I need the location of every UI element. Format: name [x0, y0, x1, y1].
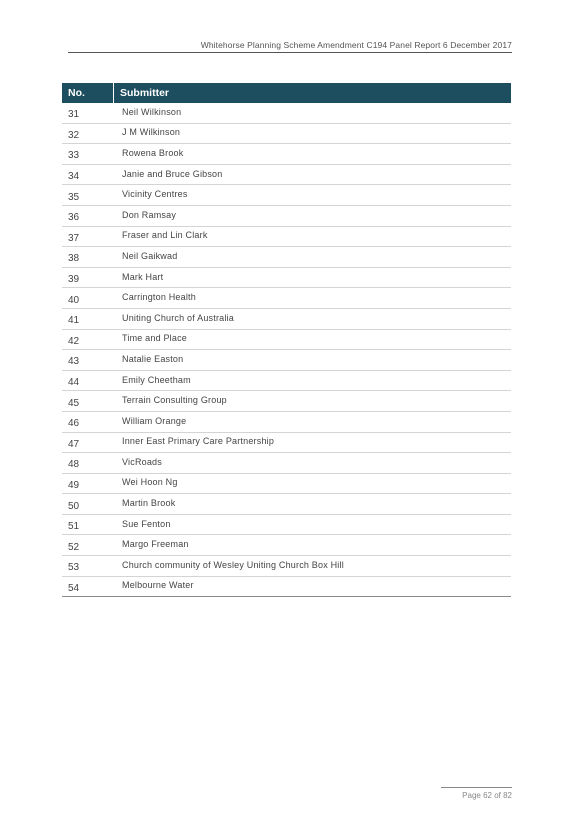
submission-number: 49	[68, 479, 80, 491]
submission-number: 37	[68, 232, 80, 244]
column-header-no: No.	[62, 83, 114, 103]
submission-number: 41	[68, 315, 80, 327]
table-row	[62, 474, 511, 495]
submission-number: 52	[68, 541, 80, 553]
submitter-name: Don Ramsay	[122, 209, 177, 220]
table-row	[62, 227, 511, 248]
table-row	[62, 494, 511, 515]
submission-number: 38	[68, 253, 80, 265]
submission-number: 42	[68, 335, 80, 347]
submission-number: 45	[68, 397, 80, 409]
submission-number: 48	[68, 459, 80, 471]
submitter-name: Vicinity Centres	[122, 189, 188, 200]
table-header-row	[62, 83, 511, 103]
submitter-name: Church community of Wesley Uniting Church Box Hill	[122, 559, 344, 570]
table-row	[62, 556, 511, 577]
submitter-name: Mark Hart	[122, 271, 164, 282]
table-row	[62, 103, 511, 124]
submitter-name: VicRoads	[122, 456, 162, 467]
submitter-name: Sue Fenton	[122, 518, 171, 529]
table-row	[62, 412, 511, 433]
submitter-name: William Orange	[122, 415, 187, 426]
submission-number: 35	[68, 191, 80, 203]
table-row	[62, 453, 511, 474]
submission-number: 39	[68, 274, 80, 286]
submitter-name: Inner East Primary Care Partnership	[122, 436, 275, 447]
table-row	[62, 391, 511, 412]
submission-number: 47	[68, 438, 80, 450]
submission-number: 53	[68, 562, 80, 574]
submitter-name: Melbourne Water	[122, 580, 194, 591]
submission-number: 34	[68, 171, 80, 183]
table-row	[62, 371, 511, 392]
header-divider	[68, 52, 512, 53]
column-header-submitter: Submitter	[120, 87, 170, 99]
submitter-name: Janie and Bruce Gibson	[122, 168, 223, 179]
submitter-name: Emily Cheetham	[122, 374, 191, 385]
submitter-name: Martin Brook	[122, 498, 176, 509]
submitter-name: J M Wilkinson	[122, 127, 181, 138]
submission-number: 54	[68, 582, 80, 594]
submitter-name: Rowena Brook	[122, 147, 184, 158]
table-row	[62, 350, 511, 371]
table-row	[62, 268, 511, 289]
table-row	[62, 165, 511, 186]
submission-number: 44	[68, 377, 80, 389]
submitter-name: Uniting Church of Australia	[122, 312, 234, 323]
submitter-name: Neil Wilkinson	[122, 106, 182, 117]
submission-number: 50	[68, 500, 80, 512]
table-row	[62, 288, 511, 309]
submitter-name: Margo Freeman	[122, 539, 189, 550]
submission-number: 51	[68, 521, 80, 533]
table-row	[62, 144, 511, 165]
table-body	[62, 103, 511, 597]
submission-number: 36	[68, 212, 80, 224]
table-row	[62, 577, 511, 598]
submission-number: 40	[68, 294, 80, 306]
submission-number: 43	[68, 356, 80, 368]
table-row	[62, 330, 511, 351]
submitters-table	[62, 83, 511, 597]
table-row	[62, 309, 511, 330]
table-row	[62, 433, 511, 454]
submitter-name: Natalie Easton	[122, 353, 184, 364]
submitter-name: Wei Hoon Ng	[122, 477, 178, 488]
submission-number: 31	[68, 109, 80, 121]
table-row	[62, 124, 511, 145]
table-row	[62, 185, 511, 206]
submission-number: 32	[68, 129, 80, 141]
page-header: Whitehorse Planning Scheme Amendment C194 Panel Report 6 December 2017	[200, 40, 512, 50]
submission-number: 46	[68, 418, 80, 430]
footer-divider	[441, 787, 512, 788]
submitter-name: Carrington Health	[122, 292, 196, 303]
submitter-name: Neil Gaikwad	[122, 250, 178, 261]
table-row	[62, 206, 511, 227]
page-number: Page 62 of 82	[462, 791, 512, 800]
submitter-name: Fraser and Lin Clark	[122, 230, 208, 241]
table-row	[62, 515, 511, 536]
submitter-name: Time and Place	[122, 333, 187, 344]
table-row	[62, 247, 511, 268]
submission-number: 33	[68, 150, 80, 162]
table-row	[62, 535, 511, 556]
submitter-name: Terrain Consulting Group	[122, 395, 227, 406]
